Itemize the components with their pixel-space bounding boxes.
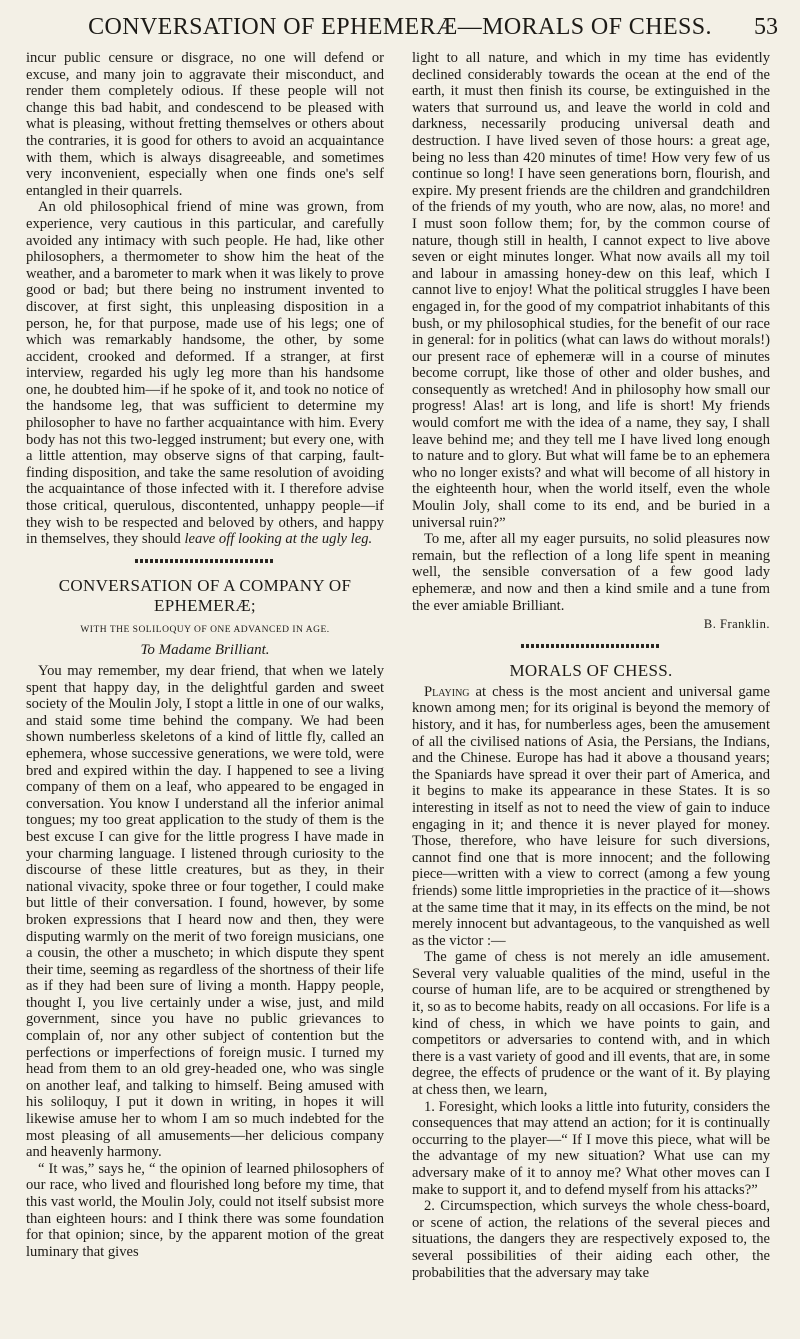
left-column — [26, 50, 384, 1260]
paragraph-soliloquy-cont: light to all nature, and which in my time has evidently declined considerably towards the ocean at the end of the earth, it must then finish its course, be extinguished in the waters that surround us, and leave the world in cold and darkness, necessarily producing universal death and destruction. I have lived seven of those hours: a great age, being no less than 420 minutes of time! How very few of us continue so long! I have seen generations born, flourish, and expire. My present friends are the children and grandchildren of the friends of my youth, who are now, alas, no more! and I must soon follow them; for, by the common course of nature, though still in health, I cannot expect to live above seven or eight minutes longer. What now avails all my toil and labour in amassing honey-dew on this leaf, which I cannot live to enjoy! What the political struggles I have been engaged in, for the good of my compatriot inhabitants of this bush, or my philosophical studies, for the benefit of our race in general: for in politics (what can laws do without morals!) our present race of ephemeræ will in a course of minutes become corrupt, like those of other and older bushes, and consequently as wretched! And in philosophy how small our progress! Alas! art is long, and life is short! My friends would comfort me with the idea of a name, they say, I shall leave behind me; and they tell me I have lived long enough to nature and to glory. But what will fame be to an ephemera who no longer exists? and what will become of all history in the eighteenth hour, when the world itself, even the whole Moulin Joly, shall come to its end, and be buried in a universal ruin?” — [412, 50, 770, 531]
signature: B. Franklin. — [703, 617, 770, 632]
paragraph-circumspection: 2. Circumspection, which surveys the whole chess-board, or scene of action, the relations of the several pieces and situations, the dangers they are respectively exposed to, the several possibilities of their aiding each other, the probabilities that the adversary may take — [412, 1198, 770, 1281]
running-head — [0, 8, 800, 44]
paragraph-reflection: To me, after all my eager pursuits, no solid pleasures now remain, but the reflection of a long life spent in meaning well, the sensible conversation of a few good lady ephemeræ, and now and then a kind smile and a tune from the ever amiable Brilliant. — [412, 531, 770, 614]
paragraph-soliloquy-start: “ It was,” says he, “ the opinion of learned philosophers of our race, who lived and flourished long before my time, that this vast world, the Moulin Joly, could not itself subsist more than eighteen hours: and I think there was some foundation for that opinion; since, by the apparent motion of the great luminary that gives — [26, 1160, 384, 1260]
article-title-ephemerae — [26, 576, 384, 616]
paragraph-moulin-joly: You may remember, my dear friend, that when we lately spent that happy day, in the delightful garden and sweet society of the Moulin Joly, I stopt a little in one of our walks, and staid some time behind the company. We had been shown numberless skeletons of a kind of little fly, called an ephemera, whose successive generations, we were told, were bred and expired within the day. I happened to see a living company of them on a leaf, who appeared to be engaged in conversation. You know I understand all the inferior animal tongues; my too great application to the study of them is the best excuse I can give for the little progress I have made in your charming language. I listened through curiosity to the discourse of these little creatures, but as they, in their national vivacity, spoke three or four together, I could make but little of their conversation. I found, however, by some broken expressions that I heard now and then, they were disputing warmly on the merit of two foreign musicians, one a cousin, the other a muscheto; in which dispute they spent their time, seeming as regardless of the shortness of their life as if they had been sure of living a month. Happy people, thought I, you live certainly under a wise, just, and mild government, since you have no public grievances to complain of, nor any other subject of contention but the perfections or imperfections of foreign music. I turned my head from them to an old grey-headed one, who was single on another leaf, and talking to himself. Being amused with his soliloquy, I put it down in writing, in hopes it will likewise amuse her to whom I am so much indebted for the most pleasing of all amusements—her delicious company and heavenly harmony. — [26, 663, 384, 1161]
article-title-chess: MORALS OF CHESS. — [509, 660, 673, 680]
section-divider — [521, 644, 661, 648]
paragraph-chess-game: The game of chess is not merely an idle amusement. Several very valuable qualities of the mind, useful in the course of human life, are to be acquired or strengthened by it, so as to become habits, ready on all occasions. For life is a kind of chess, in which we have points to gain, and competitors or adversaries to contend with, and in which there is a vast variety of good and ill events, that are, in some degree, the effects of prudence or the want of it. By playing at chess then, we learn, — [412, 949, 770, 1099]
section-divider — [135, 559, 275, 563]
article-title-line2: EPHEMERÆ; — [154, 595, 256, 615]
paragraph-philosopher-legs — [26, 199, 384, 547]
article-subheading: WITH THE SOLILOQUY OF ONE ADVANCED IN AGE. — [80, 624, 330, 635]
page-number: 53 — [754, 14, 778, 40]
paragraph-chess-intro — [412, 684, 770, 950]
article-title-line1: CONVERSATION OF A COMPANY OF — [58, 575, 352, 595]
running-title: CONVERSATION OF EPHEMERÆ—MORALS OF CHESS. — [88, 14, 712, 40]
paragraph-chess-intro-text: at chess is the most ancient and universal game known among men; for its original is beyond the memory of history, and it has, for numberless ages, been the amusement of all the civilised nations of Asia, the Persians, the Indians, and the Chinese. Europe has had it above a thousand years; the Spaniards have spread it over their part of America, and it begins to make its appearance in these States. It is so interesting in itself as not to need the view of gain to induce engaging in it; and thence it is never played for money. Those, therefore, who have leisure for such diversions, cannot find one that is more innocent; and the following piece—written with a view to correct (among a few young friends) some little improprieties in the practice of it—shows at the same time that it may, in its effects on the mind, be not merely innocent but advantageous, to the vanquished as well as the victor :— — [412, 683, 770, 949]
drop-lead-word: Playing — [424, 683, 470, 700]
ugly-leg-phrase: leave off looking at the ugly leg. — [184, 531, 373, 548]
paragraph-censure: incur public censure or disgrace, no one will defend or excuse, and many join to aggravate their misconduct, and render them completely odious. If these people will not change this bad habit, and condescend to be pleased with what is pleasing, without fretting themselves or others about the contraries, it is good for others to avoid an acquaintance with them, which is always disagreeable, and sometimes very inconvenient, especially when one finds one's self entangled in their quarrels. — [26, 50, 384, 199]
paragraph-philosopher-legs-text: An old philosophical friend of mine was grown, from experience, very cautious in this particular, and carefully avoided any intimacy with such people. He had, like other philosophers, a thermometer to show him the heat of the weather, and a barometer to mark when it was likely to prove good or bad; but there being no instrument invented to discover, at first sight, this unpleasing disposition in a person, he, for that purpose, made use of his legs; one of which was remarkably handsome, the other, by some accident, crooked and deformed. If a stranger, at first interview, regarded his ugly leg more than his handsome one, he doubted him—if he spoke of it, and took no notice of the handsome leg, that was sufficient to determine my philosopher to have no farther acquaintance with him. Every body has not this two-legged instrument; but every one, with a little attention, may observe signs of that carping, fault-finding disposition, and take the same resolution of avoiding the acquaintance of those infected with it. I therefore advise those critical, querulous, discontented, unhappy people—if they wish to be respected and beloved by others, and happy in themselves, they should — [26, 199, 384, 548]
paragraph-foresight: 1. Foresight, which looks a little into futurity, considers the consequences that may attend an action; for it is continually occurring to the player—“ If I move this piece, what will be the advantage of my new situation? What use can my adversary make of it to annoy me? What other moves can I make to support it, and to defend myself from his attacks?” — [412, 1098, 770, 1198]
right-column — [412, 50, 770, 1281]
article-dedication: To Madame Brilliant. — [140, 642, 270, 659]
